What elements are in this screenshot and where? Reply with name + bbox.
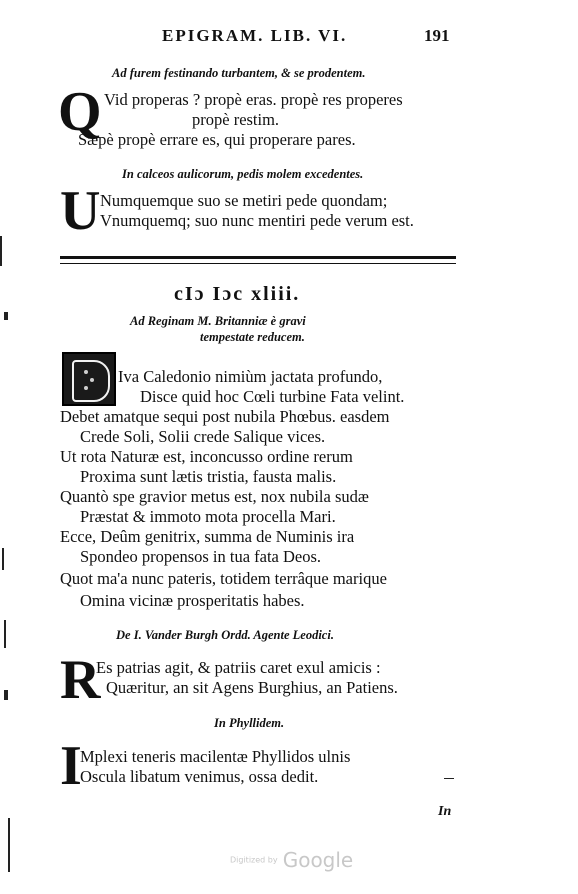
poem3-title-line-1: Ad Reginam M. Britanniæ è gravi <box>130 314 306 328</box>
poem3-line-2: Disce quid hoc Cœli turbine Fata velint. <box>140 387 405 406</box>
margin-mark <box>444 778 454 779</box>
watermark-big-text: Google <box>282 848 354 872</box>
poem3-title-line-2: tempestate reducem. <box>200 330 305 344</box>
digitized-watermark <box>230 848 353 872</box>
poem4-dropcap: R <box>60 649 101 711</box>
year-heading: cIɔ Iɔc xliii. <box>174 283 301 305</box>
margin-mark <box>0 236 2 266</box>
poem5-line-2: Oscula libatum venimus, ossa dedit. <box>80 767 319 786</box>
poem3-line-5: Ut rota Naturæ est, inconcusso ordine rerum <box>60 447 353 466</box>
margin-mark <box>4 620 6 648</box>
double-rule-top <box>60 256 456 259</box>
margin-mark <box>4 690 8 700</box>
poem2-line-2: Vnumquemq; suo nunc mentiri pede verum est. <box>100 211 414 230</box>
running-head: EPIGRAM. LIB. VI. <box>162 26 348 45</box>
poem3-line-11: Quot ma'a nunc pateris, totidem terrâque marique <box>60 569 387 588</box>
poem5-dropcap: I <box>60 735 82 797</box>
page-number: 191 <box>424 26 450 45</box>
poem3-line-10: Spondeo propensos in tua fata Deos. <box>80 547 322 566</box>
poem1-line-3: Sæpè propè errare es, qui properare pares. <box>78 130 356 149</box>
poem3-line-7: Quantò spe gravior metus est, nox nubila sudæ <box>60 487 369 506</box>
poem1-line-1: Vid properas ? propè eras. propè res properes <box>104 90 403 109</box>
ornament-dot <box>84 386 88 390</box>
poem1-title: Ad furem festinando turbantem, & se prodentem. <box>112 66 366 80</box>
poem4-line-1: Es patrias agit, & patriis caret exul amicis : <box>96 658 381 677</box>
margin-mark <box>4 312 8 320</box>
ornament-dot <box>90 378 94 382</box>
catchword: In <box>438 804 452 819</box>
watermark-small-text: Digitized by <box>230 855 278 865</box>
poem5-title: In Phyllidem. <box>214 716 285 730</box>
poem1-dropcap: Q <box>58 81 102 143</box>
decorated-initial <box>62 352 116 406</box>
double-rule-bottom <box>60 263 456 264</box>
poem1-line-2: propè restim. <box>192 110 280 129</box>
margin-mark <box>8 818 10 872</box>
poem3-line-1: Iva Caledonio nimiùm jactata profundo, <box>118 367 383 386</box>
poem4-line-2: Quæritur, an sit Agens Burghius, an Patiens. <box>106 678 398 697</box>
poem2-title: In calceos aulicorum, pedis molem excedentes. <box>122 167 364 181</box>
poem4-title: De I. Vander Burgh Ordd. Agente Leodici. <box>116 628 334 642</box>
poem2-line-1: Numquemque suo se metiri pede quondam; <box>100 191 388 210</box>
poem3-line-4: Crede Soli, Solii crede Salique vices. <box>80 427 326 446</box>
poem3-line-12: Omina vicinæ prosperitatis habes. <box>80 591 305 610</box>
margin-mark <box>2 548 4 570</box>
poem2-dropcap: U <box>60 180 101 242</box>
poem3-line-8: Præstat & immoto mota procella Mari. <box>80 507 336 526</box>
poem3-line-9: Ecce, Deûm genitrix, summa de Numinis ira <box>60 527 355 546</box>
ornament-dot <box>84 370 88 374</box>
poem3-line-6: Proxima sunt lætis tristia, fausta malis. <box>80 467 337 486</box>
poem5-line-1: Mplexi teneris macilentæ Phyllidos ulnis <box>80 747 351 766</box>
poem3-line-3: Debet amatque sequi post nubila Phœbus. easdem <box>60 407 390 426</box>
